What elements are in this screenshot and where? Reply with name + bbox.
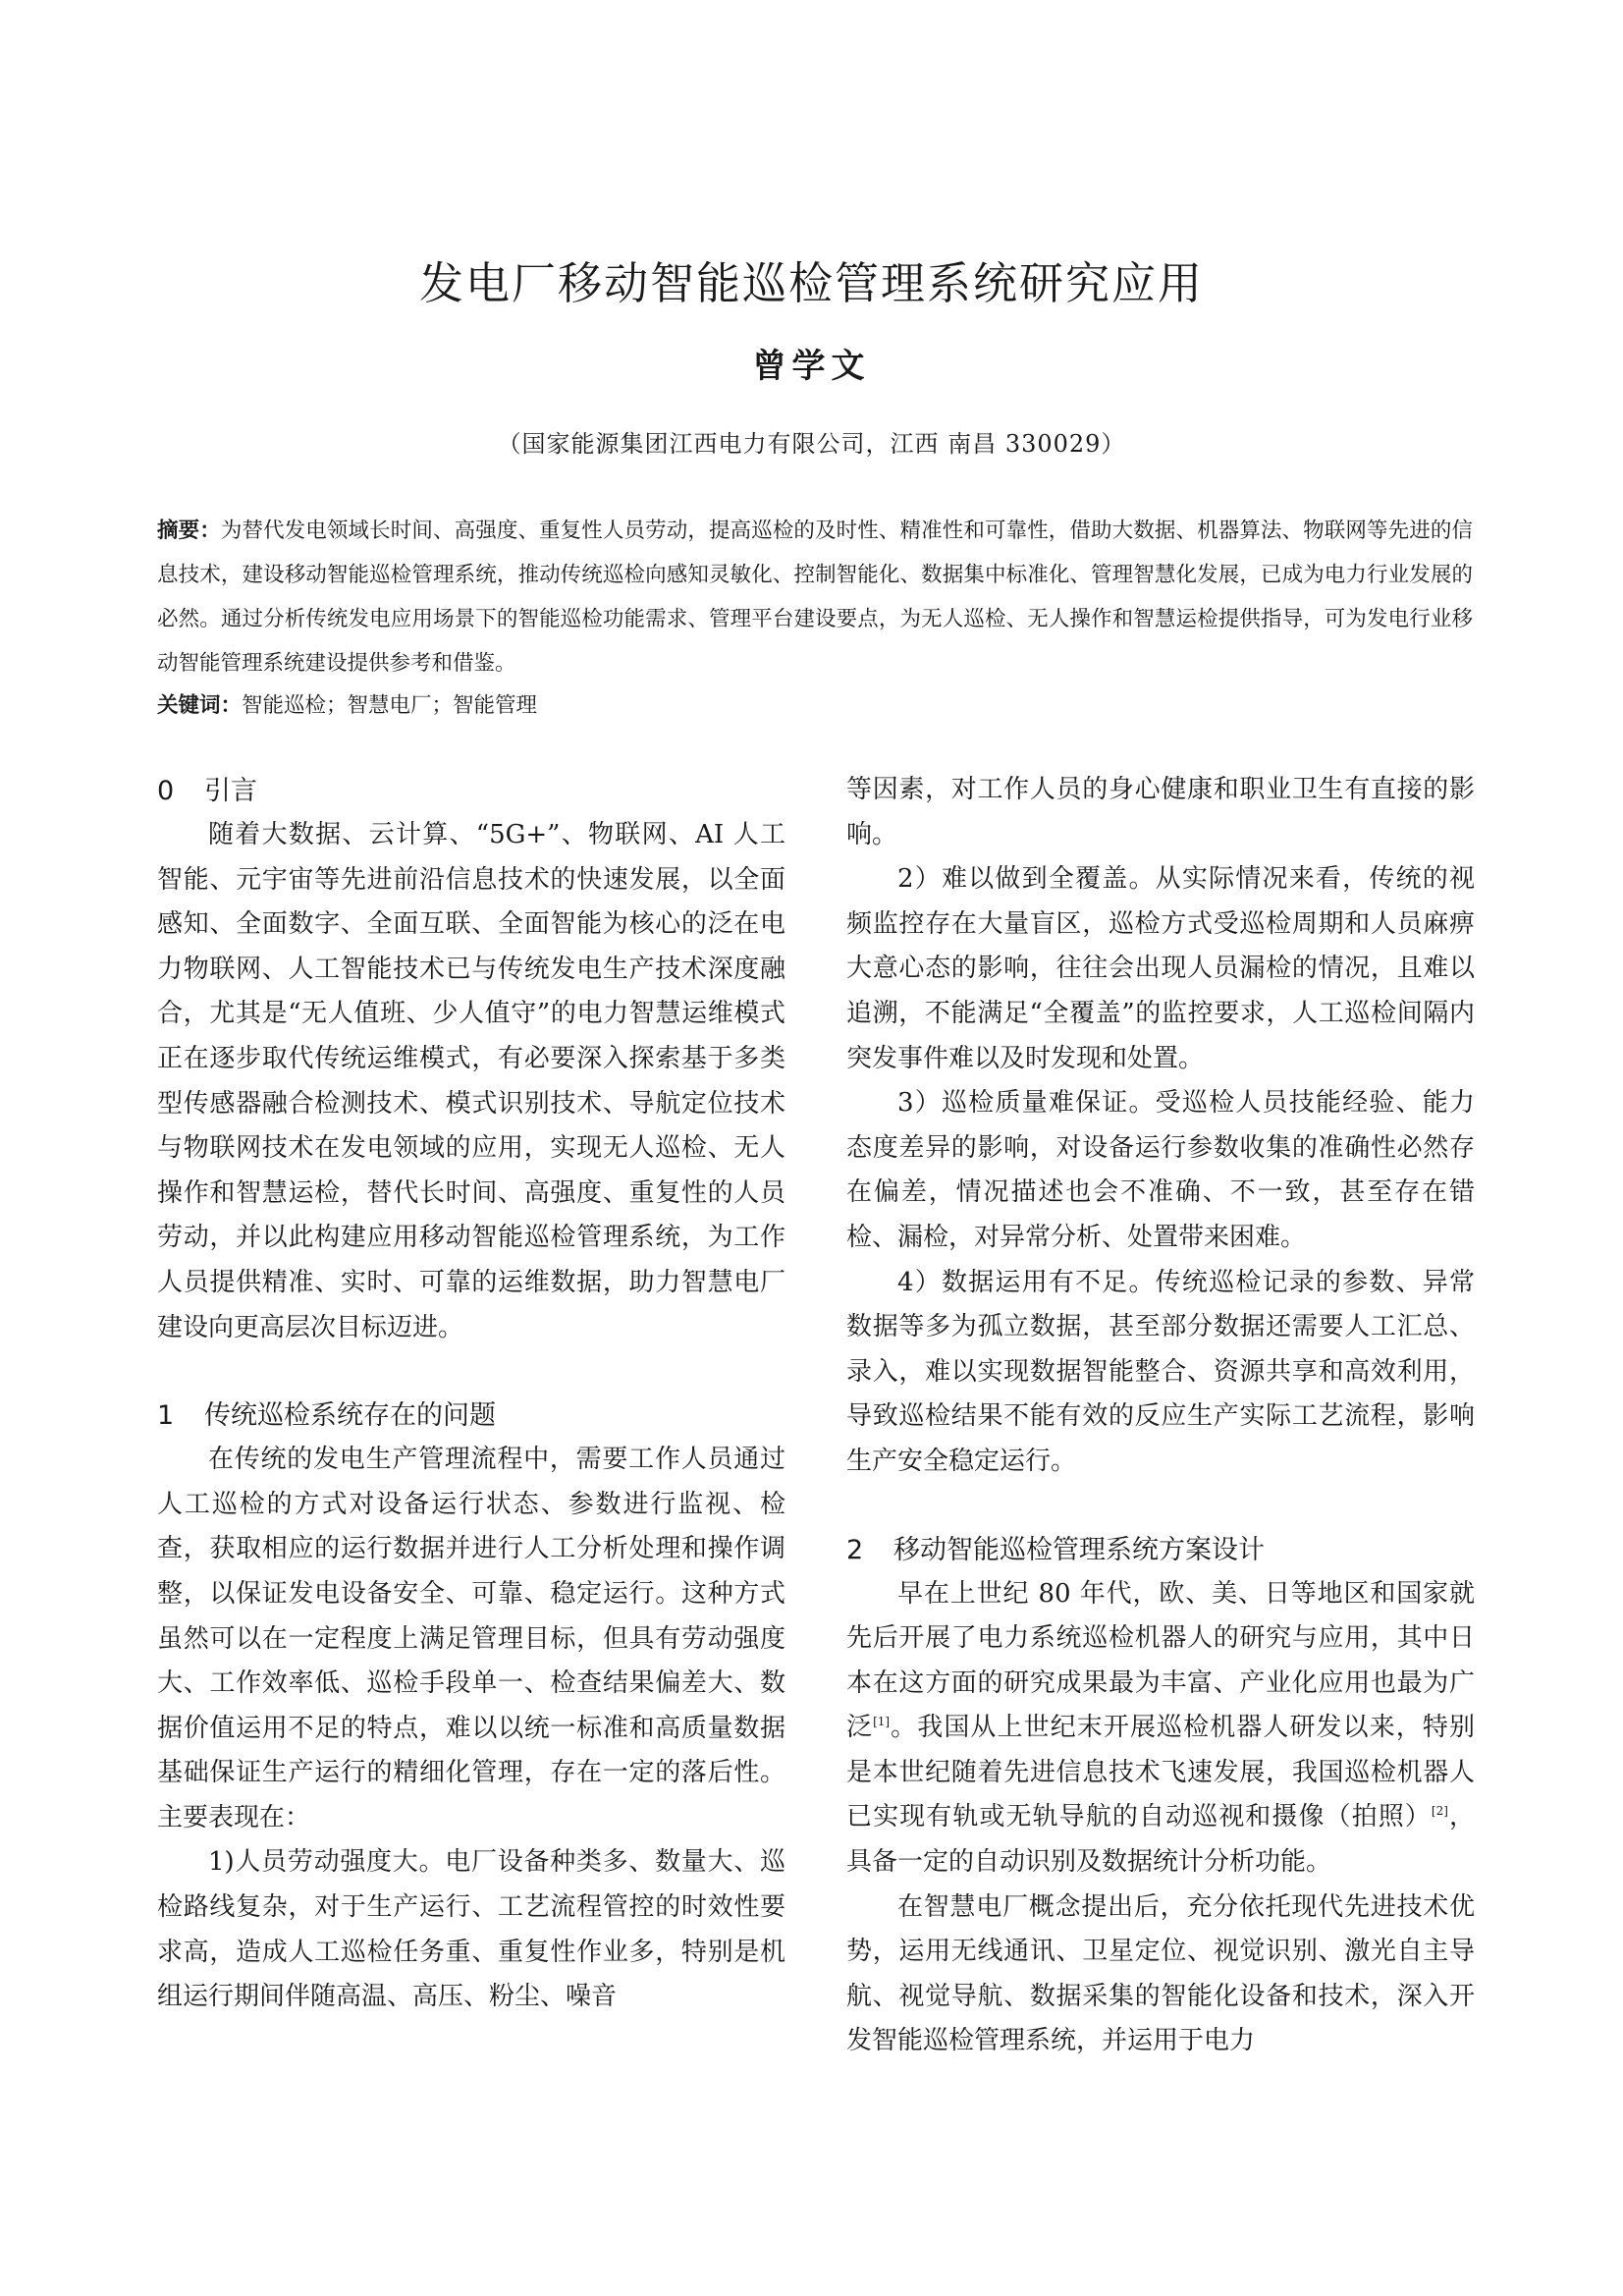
section-1-item-1-continued: 等因素，对工作人员的身心健康和职业卫生有直接的影响。: [846, 775, 1475, 849]
section-1-item-2: 2）难以做到全覆盖。从实际情况来看，传统的视频监控存在大量盲区，巡检方式受巡检周期和人员麻痹大意心态的影响，往往会出现人员漏检的情况，且难以追溯，不能满足“全覆盖”的监控要求，人工巡检间隔内突发事件难以及时发现和处置。: [846, 864, 1475, 1073]
citation-1: [1]: [873, 1715, 891, 1729]
paper-title: 发电厂移动智能巡检管理系统研究应用: [418, 257, 1204, 309]
section-2-heading: [846, 1528, 1475, 1572]
section-1-paragraph: 在传统的发电生产管理流程中，需要工作人员通过人工巡检的方式对设备运行状态、参数进行监视、检查，获取相应的运行数据并进行人工分析处理和操作调整，以保证发电设备安全、可靠、稳定运行。这种方式虽然可以在一定程度上满足管理目标，但具有劳动强度大、工作效率低、巡检手段单一、检查结果偏差大、数据价值运用不足的特点，难以以统一标准和高质量数据基础保证生产运行的精细化管理，存在一定的落后性。主要表现在：: [157, 1445, 785, 1832]
abstract-label: 摘要：: [157, 519, 221, 543]
right-column: [846, 768, 1475, 2064]
section-1-number: 1: [157, 1400, 175, 1432]
abstract: [157, 509, 1473, 685]
section-2-paragraph-1: 早在上世纪 80 年代，欧、美、日等地区和国家就先后开展了电力系统巡检机器人的研究与应用，其中日本在这方面的研究成果最为丰富、产业化应用也最为广泛[1]。我国从上世纪末开展巡检机器人研发以来，特别是本世纪随着先进信息技术飞速发展，我国巡检机器人已实现有轨或无轨导航的自动巡视和摄像（拍照）[2]，具备一定的自动识别及数据统计分析功能。: [846, 1578, 1475, 1878]
section-2-title: 移动智能巡检管理系统方案设计: [893, 1534, 1265, 1565]
left-column: [157, 769, 785, 2020]
section-1-item-3: 3）巡检质量难保证。受巡检人员技能经验、能力态度差异的影响，对设备运行参数收集的准确性必然存在偏差，情况描述也会不准确、不一致，甚至存在错检、漏检，对异常分析、处置带来困难。: [846, 1088, 1475, 1252]
section-2-paragraph-2: 在智慧电厂概念提出后，充分依托现代先进技术优势，运用无线通讯、卫星定位、视觉识别、激光自主导航、视觉导航、数据采集的智能化设备和技术，深入开发智能巡检管理系统，并运用于电力: [846, 1891, 1475, 2056]
section-2-number: 2: [846, 1534, 864, 1565]
section-0-heading: [157, 769, 785, 813]
citation-2: [2]: [1431, 1804, 1448, 1819]
section-1-title: 传统巡检系统存在的问题: [204, 1400, 496, 1432]
affiliation: （国家能源集团江西电力有限公司，江西 南昌 330029）: [497, 430, 1126, 458]
author-name: 曾学文: [752, 347, 871, 386]
abstract-text: 为替代发电领域长时间、高强度、重复性人员劳动，提高巡检的及时性、精准性和可靠性，借助大数据、机器算法、物联网等先进的信息技术，建设移动智能巡检管理系统，推动传统巡检向感知灵敏化、控制智能化、数据集中标准化、管理智慧化发展，已成为电力行业发展的必然。通过分析传统发电应用场景下的智能巡检功能需求、管理平台建设要点，为无人巡检、无人操作和智慧运检提供指导，可为发电行业移动智能管理系统建设提供参考和借鉴。: [157, 519, 1473, 676]
section-0-title: 引言: [204, 776, 257, 806]
section-1-item-1: 1)人员劳动强度大。电厂设备种类多、数量大、巡检路线复杂，对于生产运行、工艺流程管控的时效性要求高，造成人工巡检任务重、重复性作业多，特别是机组运行期间伴随高温、高压、粉尘、噪音: [157, 1847, 785, 2012]
section-0-number: 0: [157, 776, 175, 806]
keywords: [157, 683, 1473, 728]
section-1-item-4: 4）数据运用有不足。传统巡检记录的参数、异常数据等多为孤立数据，甚至部分数据还需要人工汇总、录入，难以实现数据智能整合、资源共享和高效利用，导致巡检结果不能有效的反应生产实际工艺流程，影响生产安全稳定运行。: [846, 1267, 1475, 1476]
section-1-heading: [157, 1394, 785, 1438]
keywords-label: 关键词：: [157, 693, 243, 718]
keywords-text: 智能巡检；智慧电厂；智能管理: [242, 693, 538, 718]
section-0-paragraph: 随着大数据、云计算、“5G+”、物联网、AI 人工智能、元宇宙等先进前沿信息技术的快速发展，以全面感知、全面数字、全面互联、全面智能为核心的泛在电力物联网、人工智能技术已与传统发电生产技术深度融合，尤其是“无人值班、少人值守”的电力智慧运维模式正在逐步取代传统运维模式，有必要深入探索基于多类型传感器融合检测技术、模式识别技术、导航定位技术与物联网技术在发电领域的应用，实现无人巡检、无人操作和智慧运检，替代长时间、高强度、重复性的人员劳动，并以此构建应用移动智能巡检管理系统，为工作人员提供精准、实时、可靠的运维数据，助力智慧电厂建设向更高层次目标迈进。: [157, 820, 785, 1342]
